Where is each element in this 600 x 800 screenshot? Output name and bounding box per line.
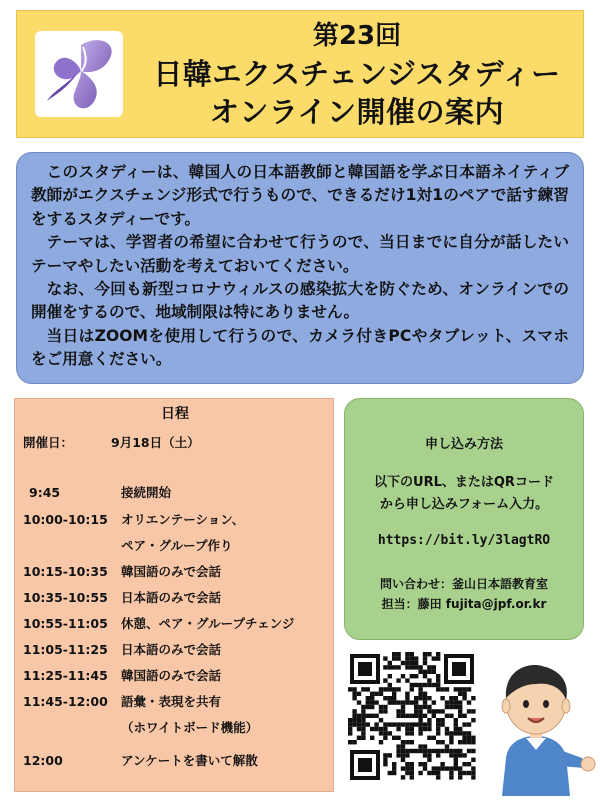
- schedule-activity: 休憩、ペア・グループチェンジ: [121, 616, 295, 631]
- schedule-title: 日程: [161, 406, 189, 422]
- schedule-activity: 接続開始: [121, 485, 172, 500]
- schedule-time: 10:55-11:05: [23, 616, 108, 631]
- schedule-time: 10:35-10:55: [23, 590, 108, 605]
- schedule-activity: 韓国語のみで会話: [121, 564, 222, 579]
- application-title: 申し込み方法: [424, 437, 503, 452]
- application-instruction-2: から申し込みフォーム入力。: [379, 497, 549, 512]
- schedule-time: 10:15-10:35: [23, 564, 108, 579]
- page-subtitle: オンライン開催の案内: [209, 95, 505, 129]
- intro-box: [16, 152, 584, 384]
- schedule-time: 11:05-11:25: [23, 642, 108, 657]
- schedule-row: [23, 718, 258, 736]
- schedule-row: [23, 640, 221, 658]
- intro-paragraph-4: 当日はZOOMを使用して行うので、カメラ付きPCやタブレット、スマホをご用意ください。: [31, 326, 569, 369]
- schedule-activity: 日本語のみで会話: [121, 642, 222, 657]
- schedule-time: 11:25-11:45: [23, 668, 108, 683]
- event-number: 第23回: [312, 21, 402, 51]
- schedule-time: 10:00-10:15: [23, 512, 108, 527]
- contact-person: 担当：藤田 fujita@jpf.or.kr: [381, 597, 547, 611]
- application-box: [344, 398, 584, 640]
- schedule-time: 9:45: [29, 485, 61, 500]
- schedule-time: 11:45-12:00: [23, 694, 108, 709]
- schedule-row: [23, 692, 221, 710]
- schedule-row: [23, 751, 258, 769]
- application-url-link[interactable]: https://bit.ly/3lagtRO: [377, 533, 551, 548]
- qr-code-icon[interactable]: [346, 650, 478, 784]
- schedule-row: [23, 562, 221, 580]
- intro-paragraph-1: このスタディーは、韓国人の日本語教師と韓国語を学ぶ日本語ネイティブ教師がエクスチェンジ形式で行うもので、できるだけ1対1のペアで話す練習をするスタディーです。: [31, 163, 569, 228]
- date-label: 開催日：: [23, 435, 74, 450]
- schedule-row: [23, 536, 233, 554]
- schedule-row: [23, 666, 221, 684]
- date-value: 9月18日（土）: [111, 435, 200, 450]
- schedule-row: [23, 510, 244, 528]
- schedule-activity: アンケートを書いて解散: [121, 753, 258, 768]
- schedule-row: [23, 614, 294, 632]
- intro-paragraph-2: テーマは、学習者の希望に合わせて行うので、当日までに自分が話したいテーマやしたい活動を考えておいてください。: [31, 233, 569, 275]
- contact-office: 問い合わせ：釜山日本語教育室: [379, 577, 548, 591]
- schedule-row: [23, 483, 171, 501]
- schedule-activity: （ホワイトボード機能）: [121, 720, 259, 735]
- butterfly-logo-icon: [35, 31, 123, 117]
- schedule-time: 12:00: [23, 753, 63, 768]
- header-banner: [16, 10, 584, 138]
- schedule-activity: 日本語のみで会話: [121, 590, 222, 605]
- schedule-activity: 語彙・表現を共有: [121, 694, 222, 709]
- schedule-row: [23, 588, 221, 606]
- schedule-activity: ペア・グループ作り: [121, 538, 233, 553]
- presenting-man-illustration: [484, 646, 596, 796]
- application-instruction-1: 以下のURL、またはQRコード: [374, 475, 554, 490]
- schedule-activity: 韓国語のみで会話: [121, 668, 222, 683]
- schedule-activity: オリエンテーション、: [121, 512, 245, 527]
- page-title: 日韓エクスチェンジスタディー: [153, 57, 561, 91]
- event-date: [23, 433, 200, 451]
- intro-paragraph-3: なお、今回も新型コロナウィルスの感染拡大を防ぐため、オンラインでの開催をするので、地域制限は特にありません。: [31, 280, 569, 322]
- schedule-box: [14, 398, 334, 792]
- header-titles: [135, 17, 579, 131]
